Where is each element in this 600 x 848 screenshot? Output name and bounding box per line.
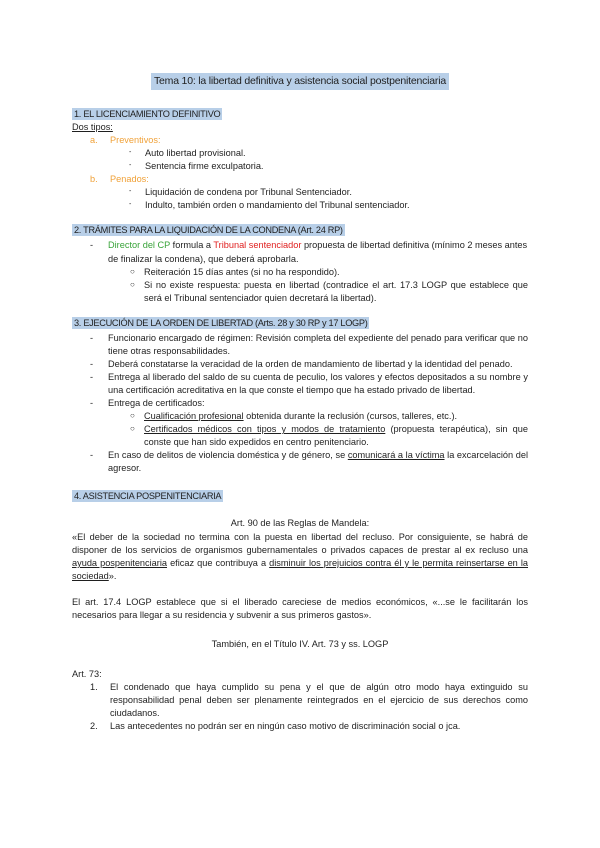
tribunal-text: Tribunal sentenciador: [213, 240, 302, 251]
circle-marker: ○: [130, 279, 135, 289]
dash-marker: -: [90, 358, 94, 369]
circle-marker: ○: [130, 411, 135, 421]
type-b-item-2-text: Indulto, también orden o mandamiento del Tribunal sentenciador.: [145, 200, 410, 211]
number-marker-1: 1.: [90, 682, 98, 693]
circle-marker: ○: [130, 266, 135, 276]
mandela-quote: [72, 531, 528, 583]
section-2-heading-text: 2. TRÁMITES PARA LA LIQUIDACIÓN DE LA CONDENA (Art. 24 RP): [74, 225, 343, 236]
art73-item-2-text: Las antecedentes no podrán ser en ningún caso motivo de discriminación social o jca.: [110, 721, 461, 732]
type-b-row: [72, 173, 528, 186]
art73-label: Art. 73:: [72, 669, 102, 680]
section-1-subtitle: Dos tipos:: [72, 121, 113, 132]
type-b-item-1-text: Liquidación de condena por Tribunal Sentenciador.: [145, 187, 352, 198]
section-1-heading-text: 1. EL LICENCIAMIENTO DEFINITIVO: [74, 108, 221, 119]
section-3-heading: [72, 317, 528, 330]
mandela-title: Art. 90 de las Reglas de Mandela:: [230, 517, 370, 528]
section-4-heading-text: 4. ASISTENCIA POSPENITENCIARIA: [74, 490, 222, 501]
certificate-1: [72, 410, 528, 423]
quote-part-a: «El deber de la sociedad no termina con la puesta en libertad del recluso. Por consiguiente, se habrá de disponer de los servicios de organismos gubernamentales o privados capaces de prestar al ex recluso una: [72, 531, 528, 555]
type-b-label: Penados:: [110, 174, 149, 185]
director-text: Director del CP: [108, 240, 171, 251]
type-a-item-2-text: Sentencia firme exculpatoria.: [145, 161, 264, 172]
section-3-item-4-text: Entrega de certificados:: [108, 398, 205, 409]
section-2-item-text: [108, 239, 528, 265]
certificate-1-text: [144, 410, 528, 423]
type-a-item-2: [72, 160, 528, 173]
art73-item-2: [72, 720, 528, 733]
section-3-heading-text: 3. EJECUCIÓN DE LA ORDEN DE LIBERTAD (Arts. 28 y 30 RP y 17 LOGP): [74, 317, 368, 328]
excarcelacion-text: la excarcelación del agresor.: [108, 450, 528, 474]
quote-part-c: ».: [108, 570, 117, 581]
dash-marker: -: [129, 188, 132, 196]
type-b-item-2: [72, 199, 528, 212]
section-2-item: [72, 239, 528, 265]
victima-underlined: comunicará a la víctima: [347, 450, 445, 461]
page-title: Tema 10: la libertad definitiva y asistencia social postpenitenciaria: [151, 73, 449, 90]
dash-marker: -: [129, 201, 132, 209]
section-3-item-2-text: Deberá constatarse la veracidad de la orden de mandamiento de libertad y la identidad del penado.: [108, 358, 513, 369]
dash-marker: -: [90, 398, 94, 409]
section-2-sub-1-text: Reiteración 15 días antes (si no ha respondido).: [144, 266, 340, 277]
certificate-2: [72, 423, 528, 449]
section-2-sub-2: [72, 279, 528, 305]
dash-marker: -: [90, 240, 94, 251]
type-a-label: Preventivos:: [110, 135, 161, 146]
dash-marker: -: [129, 162, 132, 170]
dash-marker: -: [90, 332, 94, 343]
formula-text: formula a: [170, 240, 214, 251]
certificate-1-underlined: Cualificación profesional: [144, 411, 244, 422]
tambien-line: También, en el Título IV. Art. 73 y ss. LOGP: [211, 639, 389, 650]
type-a-item-1: [72, 147, 528, 160]
art73-item-1-text: El condenado que haya cumplido su pena y el que de algún otro modo haya extinguido su responsabilidad penal deben ser plenamente reintegrados en el ejercicio de sus derechos como ciudadanos.: [110, 682, 528, 719]
violencia-text: En caso de delitos de violencia doméstica y de género, se: [108, 450, 348, 461]
section-3-item-3-text: Entrega al liberado del saldo de su cuenta de peculio, los valores y efectos depositados a su nombre y una certificación acreditativa en la que conste el tiempo que ha estado privado de libertad.: [108, 372, 528, 396]
title-wrap: [72, 0, 528, 90]
section-3-item-1-text: Funcionario encargado de régimen: Revisión completa del expediente del penado para verificar que no tiene otras responsabilidades.: [108, 332, 528, 356]
section-4-heading: [72, 490, 528, 503]
dash-marker: -: [90, 450, 94, 461]
quote-underlined-2: disminuir los prejuicios contra él y le permita reinsertarse en la sociedad: [72, 557, 529, 581]
dash-marker: -: [129, 149, 132, 157]
quote-part-b: eficaz que contribuya a: [167, 557, 270, 568]
section-3-item-2: [72, 358, 528, 371]
type-a-row: [72, 134, 528, 147]
section-2-sub-1: [72, 266, 528, 279]
section-3-item-5-text: [108, 449, 528, 475]
certificate-1-rest: obtenida durante la reclusión (cursos, talleres, etc.).: [243, 411, 458, 422]
section-3-item-1: [72, 332, 528, 358]
propuesta-text: propuesta de libertad definitiva (mínimo 2 meses antes de finalizar la condena), que deberá aprobarla.: [108, 240, 528, 264]
section-3-item-3: [72, 371, 528, 397]
type-a-item-1-text: Auto libertad provisional.: [145, 148, 246, 159]
section-2-sub-2-text: Si no existe respuesta: puesta en libertad (contradice el art. 17.3 LOGP que establece que será el Tribunal sentenciador quien decretará la libertad).: [144, 279, 528, 303]
certificate-2-text: [144, 423, 528, 449]
section-3-item-4: [72, 397, 528, 410]
logp-paragraph: El art. 17.4 LOGP establece que si el liberado careciese de medios económicos, «...se le facilitarán los necesarios para llegar a su residencia y subvenir a sus primeros gastos».: [72, 596, 528, 620]
type-b-item-1: [72, 186, 528, 199]
number-marker-2: 2.: [90, 721, 98, 732]
type-a-marker: a.: [90, 135, 98, 146]
quote-underlined-1: ayuda pospenitenciaria: [72, 557, 168, 568]
circle-marker: ○: [130, 424, 135, 434]
type-b-marker: b.: [90, 174, 98, 185]
art73-item-1: [72, 681, 528, 720]
dash-marker: -: [90, 372, 94, 383]
section-1-heading: [72, 108, 528, 121]
section-3-item-5: [72, 449, 528, 475]
section-2-heading: [72, 224, 528, 237]
certificate-2-underlined: Certificados médicos con tipos y modos de tratamiento: [144, 424, 386, 435]
certificate-2-rest: (propuesta terapéutica), sin que conste que han sido expedidos en centro penitenciario.: [144, 424, 529, 448]
